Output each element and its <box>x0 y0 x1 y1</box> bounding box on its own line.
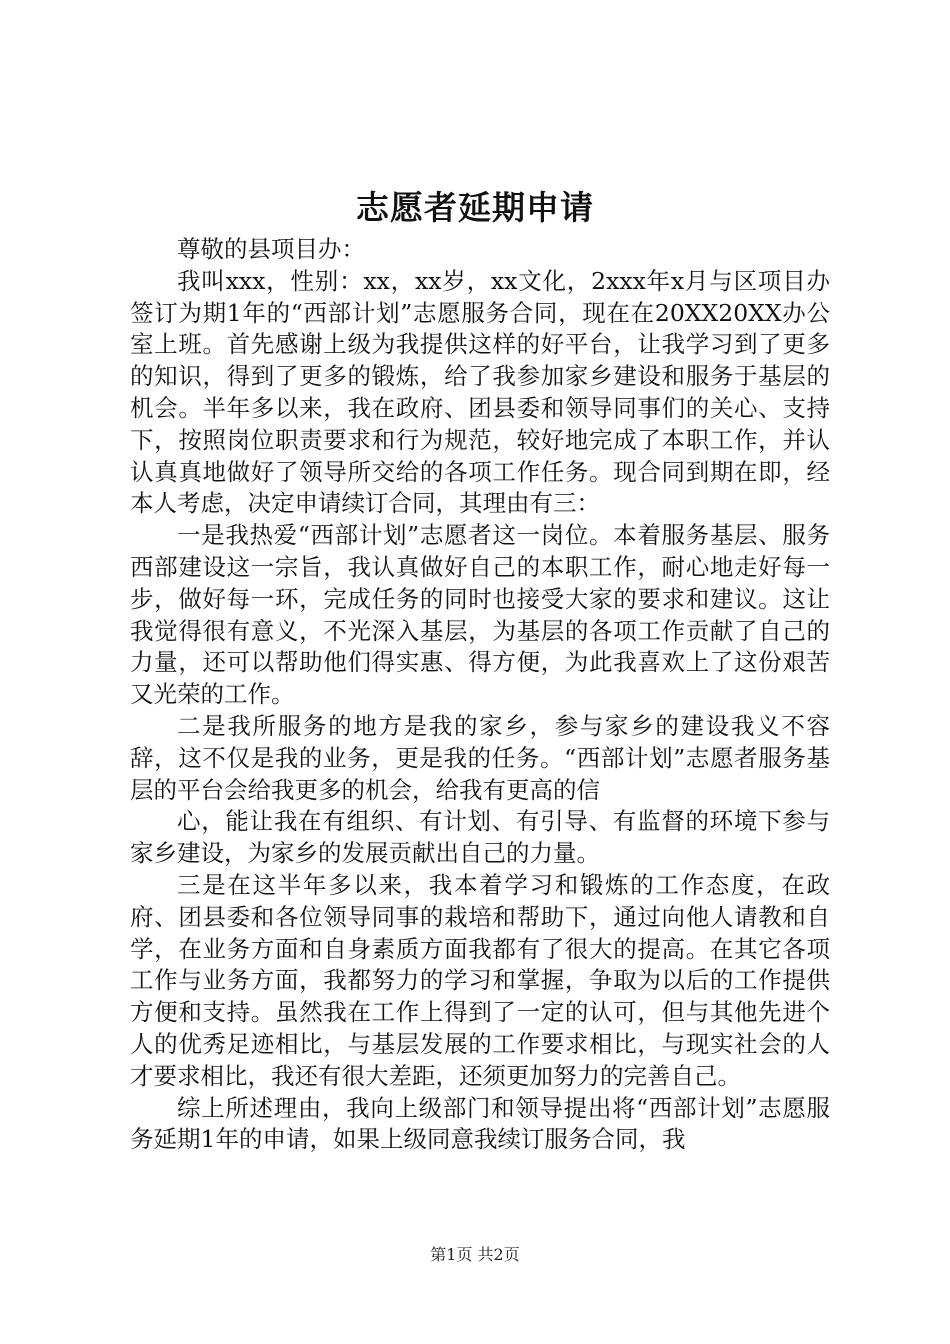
paragraph-reason-two-continued: 心，能让我在有组织、有计划、有引导、有监督的环境下参与家乡建设，为家乡的发展贡献出自己的力量。 <box>130 807 830 868</box>
paragraph-intro: 我叫xxx，性别：xx，xx岁，xx文化，2xxx年x月与区项目办签订为期1年的“西部计划”志愿服务合同，现在在20XX20XX办公室上班。首先感谢上级为我提供这样的好平台，让我学习到了更多的知识，得到了更多的锻炼，给了我参加家乡建设和服务于基层的机会。半年多以来，我在政府、团县委和领导同事们的关心、支持下，按照岗位职责要求和行为规范，较好地完成了本职工作，并认认真真地做好了领导所交给的各项工作任务。现合同到期在即，经本人考虑，决定申请续订合同，其理由有三： <box>130 266 830 518</box>
paragraph-conclusion: 综上所述理由，我向上级部门和领导提出将“西部计划”志愿服务延期1年的申请，如果上级同意我续订服务合同，我 <box>130 1093 830 1154</box>
document-title: 志愿者延期申请 <box>356 188 594 227</box>
paragraph-reason-two: 二是我所服务的地方是我的家乡，参与家乡的建设我义不容辞，这不仅是我的业务，更是我的任务。“西部计划”志愿者服务基层的平台会给我更多的机会，给我有更高的信 <box>130 711 830 804</box>
page-number-footer: 第1页 共2页 <box>430 1245 520 1264</box>
paragraph-reason-three: 三是在这半年多以来，我本着学习和锻炼的工作态度，在政府、团县委和各位领导同事的栽培和帮助下，通过向他人请教和自学，在业务方面和自身素质方面我都有了很大的提高。在其它各项工作与业务方面，我都努力的学习和掌握，争取为以后的工作提供方便和支持。虽然我在工作上得到了一定的认可，但与其他先进个人的优秀足迹相比，与基层发展的工作要求相比，与现实社会的人才要求相比，我还有很大差距，还须更加努力的完善自己。 <box>130 870 830 1090</box>
salutation: 尊敬的县项目办： <box>177 235 365 263</box>
paragraph-reason-one: 一是我热爱“西部计划”志愿者这一岗位。本着服务基层、服务西部建设这一宗旨，我认真做好自己的本职工作，耐心地走好每一步，做好每一环，完成任务的同时也接受大家的要求和建议。这让我觉得很有意义，不光深入基层，为基层的各项工作贡献了自己的力量，还可以帮助他们得实惠、得方便，为此我喜欢上了这份艰苦又光荣的工作。 <box>130 521 830 709</box>
document-body <box>130 234 830 1156</box>
